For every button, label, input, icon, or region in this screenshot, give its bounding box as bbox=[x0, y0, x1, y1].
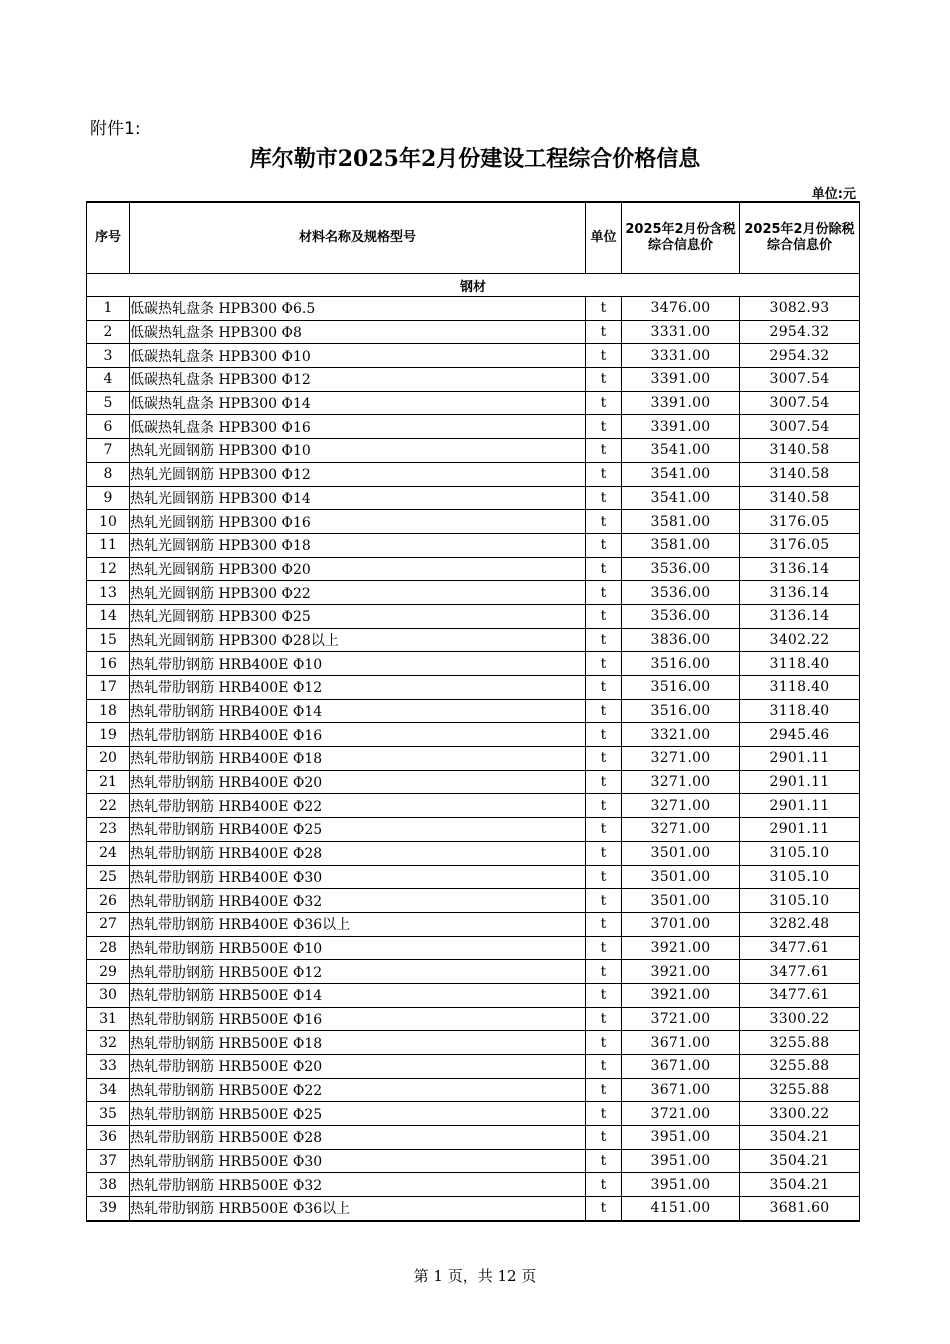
cell-price-incl-tax: 3321.00 bbox=[622, 723, 740, 747]
table-row bbox=[87, 415, 860, 439]
table-row bbox=[87, 794, 860, 818]
cell-price-excl-tax: 3477.61 bbox=[740, 983, 860, 1007]
cell-no: 38 bbox=[87, 1173, 130, 1197]
cell-material-name: 热轧带肋钢筋 HRB400E Φ36以上 bbox=[130, 912, 586, 936]
table-row bbox=[87, 462, 860, 486]
cell-no: 29 bbox=[87, 960, 130, 984]
table-row bbox=[87, 1078, 860, 1102]
cell-price-excl-tax: 3504.21 bbox=[740, 1149, 860, 1173]
cell-price-incl-tax: 3271.00 bbox=[622, 794, 740, 818]
cell-price-excl-tax: 3477.61 bbox=[740, 960, 860, 984]
table-row bbox=[87, 391, 860, 415]
cell-price-incl-tax: 3581.00 bbox=[622, 533, 740, 557]
cell-price-incl-tax: 3836.00 bbox=[622, 628, 740, 652]
cell-unit: t bbox=[586, 628, 622, 652]
table-row bbox=[87, 368, 860, 392]
table-body bbox=[87, 274, 860, 1221]
cell-no: 21 bbox=[87, 770, 130, 794]
cell-material-name: 热轧光圆钢筋 HPB300 Φ10 bbox=[130, 439, 586, 463]
cell-material-name: 热轧带肋钢筋 HRB400E Φ20 bbox=[130, 770, 586, 794]
cell-no: 11 bbox=[87, 533, 130, 557]
cell-no: 26 bbox=[87, 889, 130, 913]
unit-note: 单位:元 bbox=[811, 187, 856, 202]
cell-unit: t bbox=[586, 983, 622, 1007]
cell-price-incl-tax: 4151.00 bbox=[622, 1197, 740, 1221]
cell-no: 33 bbox=[87, 1055, 130, 1079]
table-row bbox=[87, 936, 860, 960]
cell-unit: t bbox=[586, 297, 622, 321]
cell-material-name: 热轧带肋钢筋 HRB400E Φ28 bbox=[130, 841, 586, 865]
cell-price-excl-tax: 3105.10 bbox=[740, 841, 860, 865]
cell-price-excl-tax: 3140.58 bbox=[740, 486, 860, 510]
cell-material-name: 热轧带肋钢筋 HRB500E Φ32 bbox=[130, 1173, 586, 1197]
cell-unit: t bbox=[586, 1055, 622, 1079]
table-row bbox=[87, 510, 860, 534]
cell-unit: t bbox=[586, 676, 622, 700]
cell-material-name: 热轧带肋钢筋 HRB500E Φ30 bbox=[130, 1149, 586, 1173]
cell-price-excl-tax: 3176.05 bbox=[740, 510, 860, 534]
cell-price-excl-tax: 3176.05 bbox=[740, 533, 860, 557]
table-row bbox=[87, 320, 860, 344]
table-row bbox=[87, 889, 860, 913]
cell-no: 31 bbox=[87, 1007, 130, 1031]
cell-material-name: 热轧光圆钢筋 HPB300 Φ28以上 bbox=[130, 628, 586, 652]
cell-price-excl-tax: 3118.40 bbox=[740, 652, 860, 676]
cell-material-name: 热轧带肋钢筋 HRB400E Φ32 bbox=[130, 889, 586, 913]
table-row bbox=[87, 1102, 860, 1126]
cell-material-name: 低碳热轧盘条 HPB300 Φ16 bbox=[130, 415, 586, 439]
cell-price-incl-tax: 3671.00 bbox=[622, 1078, 740, 1102]
cell-price-excl-tax: 3282.48 bbox=[740, 912, 860, 936]
cell-price-excl-tax: 3477.61 bbox=[740, 936, 860, 960]
cell-material-name: 热轧带肋钢筋 HRB400E Φ12 bbox=[130, 676, 586, 700]
cell-price-excl-tax: 2901.11 bbox=[740, 770, 860, 794]
cell-price-incl-tax: 3951.00 bbox=[622, 1173, 740, 1197]
cell-material-name: 热轧带肋钢筋 HRB400E Φ30 bbox=[130, 865, 586, 889]
cell-no: 1 bbox=[87, 297, 130, 321]
cell-price-incl-tax: 3331.00 bbox=[622, 320, 740, 344]
cell-unit: t bbox=[586, 462, 622, 486]
cell-price-excl-tax: 2901.11 bbox=[740, 818, 860, 842]
cell-unit: t bbox=[586, 1102, 622, 1126]
cell-price-incl-tax: 3921.00 bbox=[622, 960, 740, 984]
cell-no: 22 bbox=[87, 794, 130, 818]
col-header-name: 材料名称及规格型号 bbox=[130, 202, 586, 274]
cell-no: 12 bbox=[87, 557, 130, 581]
cell-no: 3 bbox=[87, 344, 130, 368]
table-row bbox=[87, 747, 860, 771]
table-row bbox=[87, 1007, 860, 1031]
table-row bbox=[87, 1055, 860, 1079]
cell-price-incl-tax: 3721.00 bbox=[622, 1102, 740, 1126]
price-table bbox=[86, 201, 860, 1222]
table-row bbox=[87, 1149, 860, 1173]
cell-no: 25 bbox=[87, 865, 130, 889]
cell-price-incl-tax: 3951.00 bbox=[622, 1126, 740, 1150]
table-row bbox=[87, 865, 860, 889]
cell-price-incl-tax: 3501.00 bbox=[622, 865, 740, 889]
category-row bbox=[87, 274, 860, 297]
cell-material-name: 热轧带肋钢筋 HRB400E Φ25 bbox=[130, 818, 586, 842]
cell-no: 19 bbox=[87, 723, 130, 747]
cell-no: 23 bbox=[87, 818, 130, 842]
cell-material-name: 热轧带肋钢筋 HRB500E Φ20 bbox=[130, 1055, 586, 1079]
cell-price-incl-tax: 3536.00 bbox=[622, 557, 740, 581]
cell-price-incl-tax: 3271.00 bbox=[622, 818, 740, 842]
cell-no: 6 bbox=[87, 415, 130, 439]
cell-unit: t bbox=[586, 747, 622, 771]
table-row bbox=[87, 604, 860, 628]
cell-material-name: 热轧光圆钢筋 HPB300 Φ20 bbox=[130, 557, 586, 581]
cell-unit: t bbox=[586, 604, 622, 628]
cell-price-excl-tax: 3105.10 bbox=[740, 865, 860, 889]
cell-material-name: 热轧带肋钢筋 HRB500E Φ10 bbox=[130, 936, 586, 960]
table-row bbox=[87, 770, 860, 794]
table-row bbox=[87, 533, 860, 557]
cell-price-incl-tax: 3391.00 bbox=[622, 415, 740, 439]
cell-no: 10 bbox=[87, 510, 130, 534]
cell-price-incl-tax: 3541.00 bbox=[622, 439, 740, 463]
cell-price-excl-tax: 3007.54 bbox=[740, 391, 860, 415]
cell-no: 35 bbox=[87, 1102, 130, 1126]
cell-price-excl-tax: 3136.14 bbox=[740, 604, 860, 628]
cell-price-incl-tax: 3541.00 bbox=[622, 462, 740, 486]
cell-unit: t bbox=[586, 1126, 622, 1150]
cell-price-excl-tax: 3118.40 bbox=[740, 676, 860, 700]
table-row bbox=[87, 841, 860, 865]
table-row bbox=[87, 818, 860, 842]
cell-price-incl-tax: 3721.00 bbox=[622, 1007, 740, 1031]
cell-unit: t bbox=[586, 581, 622, 605]
table-row bbox=[87, 1173, 860, 1197]
cell-price-incl-tax: 3921.00 bbox=[622, 983, 740, 1007]
table-row bbox=[87, 676, 860, 700]
cell-price-excl-tax: 3402.22 bbox=[740, 628, 860, 652]
cell-price-excl-tax: 3255.88 bbox=[740, 1055, 860, 1079]
table-row bbox=[87, 439, 860, 463]
cell-unit: t bbox=[586, 1173, 622, 1197]
cell-price-incl-tax: 3516.00 bbox=[622, 699, 740, 723]
col-header-price-incl-tax: 2025年2月份含税综合信息价 bbox=[622, 202, 740, 274]
table-row bbox=[87, 344, 860, 368]
page-title: 库尔勒市2025年2月份建设工程综合价格信息 bbox=[249, 146, 701, 172]
cell-unit: t bbox=[586, 391, 622, 415]
cell-price-excl-tax: 2954.32 bbox=[740, 344, 860, 368]
cell-material-name: 低碳热轧盘条 HPB300 Φ8 bbox=[130, 320, 586, 344]
cell-material-name: 热轧带肋钢筋 HRB500E Φ25 bbox=[130, 1102, 586, 1126]
cell-unit: t bbox=[586, 510, 622, 534]
cell-material-name: 热轧带肋钢筋 HRB400E Φ10 bbox=[130, 652, 586, 676]
table-row bbox=[87, 581, 860, 605]
cell-material-name: 热轧光圆钢筋 HPB300 Φ16 bbox=[130, 510, 586, 534]
cell-no: 39 bbox=[87, 1197, 130, 1221]
cell-price-excl-tax: 2945.46 bbox=[740, 723, 860, 747]
cell-unit: t bbox=[586, 1031, 622, 1055]
cell-no: 18 bbox=[87, 699, 130, 723]
cell-no: 5 bbox=[87, 391, 130, 415]
cell-unit: t bbox=[586, 841, 622, 865]
cell-unit: t bbox=[586, 865, 622, 889]
cell-price-excl-tax: 2901.11 bbox=[740, 747, 860, 771]
cell-unit: t bbox=[586, 936, 622, 960]
cell-price-incl-tax: 3501.00 bbox=[622, 889, 740, 913]
cell-price-incl-tax: 3501.00 bbox=[622, 841, 740, 865]
cell-price-excl-tax: 3136.14 bbox=[740, 557, 860, 581]
cell-price-excl-tax: 3140.58 bbox=[740, 439, 860, 463]
cell-material-name: 热轧光圆钢筋 HPB300 Φ14 bbox=[130, 486, 586, 510]
cell-material-name: 热轧带肋钢筋 HRB400E Φ16 bbox=[130, 723, 586, 747]
cell-unit: t bbox=[586, 889, 622, 913]
cell-material-name: 热轧带肋钢筋 HRB500E Φ14 bbox=[130, 983, 586, 1007]
cell-price-incl-tax: 3391.00 bbox=[622, 391, 740, 415]
cell-unit: t bbox=[586, 794, 622, 818]
cell-price-incl-tax: 3536.00 bbox=[622, 604, 740, 628]
table-row bbox=[87, 1197, 860, 1221]
table-row bbox=[87, 1126, 860, 1150]
cell-unit: t bbox=[586, 486, 622, 510]
cell-unit: t bbox=[586, 699, 622, 723]
cell-unit: t bbox=[586, 415, 622, 439]
cell-unit: t bbox=[586, 1149, 622, 1173]
table-row bbox=[87, 912, 860, 936]
cell-price-incl-tax: 3536.00 bbox=[622, 581, 740, 605]
cell-price-incl-tax: 3271.00 bbox=[622, 770, 740, 794]
cell-material-name: 热轧光圆钢筋 HPB300 Φ25 bbox=[130, 604, 586, 628]
cell-price-excl-tax: 2901.11 bbox=[740, 794, 860, 818]
cell-price-excl-tax: 3681.60 bbox=[740, 1197, 860, 1221]
cell-unit: t bbox=[586, 557, 622, 581]
cell-unit: t bbox=[586, 344, 622, 368]
cell-no: 15 bbox=[87, 628, 130, 652]
cell-material-name: 热轧光圆钢筋 HPB300 Φ12 bbox=[130, 462, 586, 486]
table-row bbox=[87, 1031, 860, 1055]
cell-no: 36 bbox=[87, 1126, 130, 1150]
cell-no: 24 bbox=[87, 841, 130, 865]
cell-material-name: 热轧带肋钢筋 HRB400E Φ22 bbox=[130, 794, 586, 818]
cell-price-incl-tax: 3701.00 bbox=[622, 912, 740, 936]
cell-price-incl-tax: 3671.00 bbox=[622, 1055, 740, 1079]
cell-unit: t bbox=[586, 1078, 622, 1102]
cell-price-incl-tax: 3516.00 bbox=[622, 652, 740, 676]
cell-material-name: 低碳热轧盘条 HPB300 Φ10 bbox=[130, 344, 586, 368]
cell-unit: t bbox=[586, 770, 622, 794]
cell-material-name: 低碳热轧盘条 HPB300 Φ6.5 bbox=[130, 297, 586, 321]
cell-material-name: 热轧带肋钢筋 HRB400E Φ18 bbox=[130, 747, 586, 771]
cell-no: 4 bbox=[87, 368, 130, 392]
table-row bbox=[87, 699, 860, 723]
cell-material-name: 热轧光圆钢筋 HPB300 Φ18 bbox=[130, 533, 586, 557]
cell-price-incl-tax: 3476.00 bbox=[622, 297, 740, 321]
table-row bbox=[87, 557, 860, 581]
cell-unit: t bbox=[586, 368, 622, 392]
cell-price-excl-tax: 3140.58 bbox=[740, 462, 860, 486]
cell-no: 8 bbox=[87, 462, 130, 486]
col-header-no: 序号 bbox=[87, 202, 130, 274]
col-header-unit: 单位 bbox=[586, 202, 622, 274]
cell-price-incl-tax: 3921.00 bbox=[622, 936, 740, 960]
cell-unit: t bbox=[586, 533, 622, 557]
cell-price-excl-tax: 3300.22 bbox=[740, 1102, 860, 1126]
cell-no: 14 bbox=[87, 604, 130, 628]
cell-price-incl-tax: 3951.00 bbox=[622, 1149, 740, 1173]
cell-unit: t bbox=[586, 723, 622, 747]
cell-price-excl-tax: 3504.21 bbox=[740, 1173, 860, 1197]
cell-price-incl-tax: 3391.00 bbox=[622, 368, 740, 392]
category-label: 钢材 bbox=[87, 274, 860, 297]
table-row bbox=[87, 297, 860, 321]
cell-no: 2 bbox=[87, 320, 130, 344]
cell-price-excl-tax: 3255.88 bbox=[740, 1078, 860, 1102]
table-row bbox=[87, 628, 860, 652]
cell-material-name: 热轧带肋钢筋 HRB500E Φ16 bbox=[130, 1007, 586, 1031]
col-header-price-excl-tax: 2025年2月份除税综合信息价 bbox=[740, 202, 860, 274]
cell-no: 28 bbox=[87, 936, 130, 960]
cell-price-excl-tax: 2954.32 bbox=[740, 320, 860, 344]
cell-material-name: 热轧带肋钢筋 HRB400E Φ14 bbox=[130, 699, 586, 723]
cell-price-excl-tax: 3136.14 bbox=[740, 581, 860, 605]
cell-unit: t bbox=[586, 652, 622, 676]
cell-material-name: 低碳热轧盘条 HPB300 Φ12 bbox=[130, 368, 586, 392]
cell-no: 37 bbox=[87, 1149, 130, 1173]
cell-price-excl-tax: 3118.40 bbox=[740, 699, 860, 723]
cell-material-name: 热轧带肋钢筋 HRB500E Φ36以上 bbox=[130, 1197, 586, 1221]
attachment-label: 附件1: bbox=[90, 119, 141, 139]
cell-no: 20 bbox=[87, 747, 130, 771]
cell-unit: t bbox=[586, 439, 622, 463]
cell-price-incl-tax: 3271.00 bbox=[622, 747, 740, 771]
cell-price-excl-tax: 3300.22 bbox=[740, 1007, 860, 1031]
cell-price-excl-tax: 3504.21 bbox=[740, 1126, 860, 1150]
cell-no: 32 bbox=[87, 1031, 130, 1055]
cell-price-incl-tax: 3671.00 bbox=[622, 1031, 740, 1055]
cell-no: 27 bbox=[87, 912, 130, 936]
table-row bbox=[87, 486, 860, 510]
table-row bbox=[87, 983, 860, 1007]
cell-material-name: 热轧带肋钢筋 HRB500E Φ28 bbox=[130, 1126, 586, 1150]
cell-no: 34 bbox=[87, 1078, 130, 1102]
table-header-row bbox=[87, 202, 860, 274]
cell-unit: t bbox=[586, 818, 622, 842]
cell-no: 17 bbox=[87, 676, 130, 700]
cell-unit: t bbox=[586, 1007, 622, 1031]
cell-no: 13 bbox=[87, 581, 130, 605]
cell-price-incl-tax: 3331.00 bbox=[622, 344, 740, 368]
cell-unit: t bbox=[586, 320, 622, 344]
cell-price-incl-tax: 3516.00 bbox=[622, 676, 740, 700]
cell-price-excl-tax: 3255.88 bbox=[740, 1031, 860, 1055]
cell-unit: t bbox=[586, 960, 622, 984]
cell-unit: t bbox=[586, 912, 622, 936]
cell-no: 16 bbox=[87, 652, 130, 676]
cell-material-name: 热轧带肋钢筋 HRB500E Φ22 bbox=[130, 1078, 586, 1102]
cell-no: 30 bbox=[87, 983, 130, 1007]
cell-price-excl-tax: 3007.54 bbox=[740, 368, 860, 392]
cell-price-incl-tax: 3541.00 bbox=[622, 486, 740, 510]
table-row bbox=[87, 723, 860, 747]
cell-price-incl-tax: 3581.00 bbox=[622, 510, 740, 534]
cell-no: 7 bbox=[87, 439, 130, 463]
cell-price-excl-tax: 3105.10 bbox=[740, 889, 860, 913]
table-row bbox=[87, 652, 860, 676]
page-footer: 第 1 页，共 12 页 bbox=[413, 1267, 537, 1285]
cell-no: 9 bbox=[87, 486, 130, 510]
cell-price-excl-tax: 3007.54 bbox=[740, 415, 860, 439]
cell-material-name: 热轧光圆钢筋 HPB300 Φ22 bbox=[130, 581, 586, 605]
cell-price-excl-tax: 3082.93 bbox=[740, 297, 860, 321]
table-row bbox=[87, 960, 860, 984]
cell-material-name: 热轧带肋钢筋 HRB500E Φ12 bbox=[130, 960, 586, 984]
cell-unit: t bbox=[586, 1197, 622, 1221]
cell-material-name: 低碳热轧盘条 HPB300 Φ14 bbox=[130, 391, 586, 415]
cell-material-name: 热轧带肋钢筋 HRB500E Φ18 bbox=[130, 1031, 586, 1055]
